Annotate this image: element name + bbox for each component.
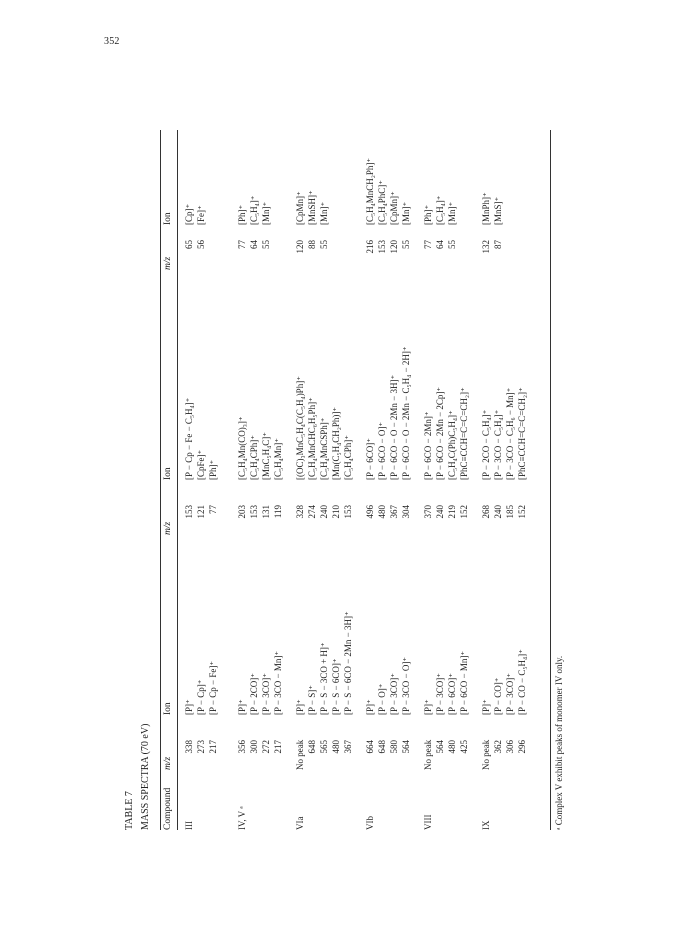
mz-value: 120 <box>389 240 399 254</box>
ion-formula: [P − S − 6CO]⁺ <box>331 658 341 715</box>
table-label: TABLE 7 <box>124 791 135 830</box>
ion-formula: [Mn(C₅H₄CH₂Ph)]⁺ <box>331 406 341 480</box>
mz-value: 304 <box>401 505 411 519</box>
mz-value: 367 <box>389 505 399 519</box>
ion-formula: [P − 6CO]⁺ <box>365 438 375 480</box>
ion-formula: [P − Cp − Fe]⁺ <box>208 660 218 715</box>
mz-value: 185 <box>505 505 515 519</box>
mz-value: 648 <box>307 740 317 754</box>
mz-value: 217 <box>273 740 283 754</box>
mz-value: 153 <box>249 505 259 519</box>
mz-value: 370 <box>423 505 433 519</box>
ion-formula: [MnC₅H₄C]⁺ <box>261 431 271 480</box>
header-ion-2: Ion <box>163 467 173 480</box>
ion-formula: [(OC)₃MnC₅H₄C(C₅H₄)Ph]⁺ <box>295 376 305 480</box>
mz-value: 56 <box>196 240 206 249</box>
mz-value: 240 <box>435 505 445 519</box>
ion-formula: [Mn]⁺ <box>261 201 271 225</box>
mz-value: 131 <box>261 505 271 519</box>
ion-formula: [P − 3CO]⁺ <box>505 673 515 715</box>
mz-value: 272 <box>261 740 271 754</box>
ion-formula: [PhC≡CCH=C=C=CH₂]⁺ <box>517 387 527 480</box>
ion-formula: [Ph]⁺ <box>237 204 247 225</box>
mz-value: 55 <box>401 240 411 249</box>
ion-formula: [P − 3CO]⁺ <box>389 673 399 715</box>
mz-value: 219 <box>447 505 457 519</box>
ion-formula: [P − 3CO]⁺ <box>261 673 271 715</box>
ion-formula: [P − 6CO − O − 2Mn − 3H]⁺ <box>389 374 399 480</box>
ion-formula: [P − 3CO − Mn]⁺ <box>273 650 283 715</box>
table-footnote: ᵃ Complex V exhibit peaks of monomer IV only. <box>554 655 564 830</box>
ion-formula: [P − S − 6CO − 2Mn − 3H]⁺ <box>343 611 353 715</box>
mz-value: 120 <box>295 240 305 254</box>
mz-value: 648 <box>377 740 387 754</box>
ion-formula: [P]⁺ <box>295 699 305 715</box>
ion-formula: [P − 3CO − O]⁺ <box>401 656 411 715</box>
mz-value: 564 <box>401 740 411 754</box>
mz-value: No peak <box>481 739 491 770</box>
ion-formula: [P − 6CO − 2Mn]⁺ <box>423 411 433 480</box>
compound-label: VIb <box>365 816 375 830</box>
mz-value: 564 <box>435 740 445 754</box>
ion-formula: [CpMn]⁺ <box>389 191 399 225</box>
mz-value: 580 <box>389 740 399 754</box>
mz-value: 240 <box>493 505 503 519</box>
mz-value: 425 <box>459 740 469 754</box>
header-mz-2: m/z <box>163 521 173 535</box>
ion-formula: [Fe]⁺ <box>196 205 206 225</box>
compound-label: III <box>184 821 194 830</box>
compound-label: IX <box>481 820 491 830</box>
ion-formula: [C₅H₄MnCHC₆H₅Ph]⁺ <box>307 397 317 480</box>
mz-value: 121 <box>196 505 206 519</box>
mz-value: 132 <box>481 240 491 254</box>
mz-value: 203 <box>237 505 247 519</box>
ion-formula: [PhC≡CCH=C=C=CH₂]⁺ <box>459 387 469 480</box>
ion-formula: [P − 3CO − C₅H₄]⁺ <box>493 409 503 480</box>
ion-formula: [P]⁺ <box>184 699 194 715</box>
ion-formula: [C₅H₄PhC]⁺ <box>377 179 387 225</box>
ion-formula: [Mn]⁺ <box>447 201 457 225</box>
header-compound: Compound <box>163 787 173 830</box>
mz-value: No peak <box>295 739 305 770</box>
mz-value: 64 <box>249 240 259 249</box>
compound-label: VIII <box>423 814 433 830</box>
mz-value: 480 <box>331 740 341 754</box>
ion-formula: [C₅H₄Mn(CO)₃]⁺ <box>237 416 247 480</box>
mz-value: 367 <box>343 740 353 754</box>
ion-formula: [CpMn]⁺ <box>295 191 305 225</box>
ion-formula: [P − 6CO]⁺ <box>447 673 457 715</box>
ion-formula: [P]⁺ <box>365 699 375 715</box>
table-header-rule <box>177 130 178 830</box>
ion-formula: [Cp]⁺ <box>184 203 194 225</box>
mz-value: 362 <box>493 740 503 754</box>
ion-formula: [P − 2CO − C₅H₄]⁺ <box>481 409 491 480</box>
page-number: 352 <box>104 36 120 47</box>
mz-value: 274 <box>307 505 317 519</box>
ion-formula: [P − 6CO − 2Mn − 2Cp]⁺ <box>435 386 445 480</box>
compound-label: VIa <box>295 816 305 830</box>
mz-value: 152 <box>459 505 469 519</box>
mz-value: 480 <box>447 740 457 754</box>
ion-formula: [Mn]⁺ <box>401 201 411 225</box>
ion-formula: [P]⁺ <box>481 699 491 715</box>
ion-formula: [C₅H₄Mn]⁺ <box>273 437 283 480</box>
mz-value: 87 <box>493 240 503 249</box>
mz-value: 328 <box>295 505 305 519</box>
ion-formula: [P − 6CO − O − 2Mn − C₅H₄ − 2H]⁺ <box>401 346 411 480</box>
ion-formula: [P − 6CO − O]⁺ <box>377 421 387 480</box>
mz-value: 65 <box>184 240 194 249</box>
ion-formula: [Ph]⁺ <box>208 459 218 480</box>
ion-formula: [Mn]⁺ <box>319 201 329 225</box>
mz-value: 55 <box>261 240 271 249</box>
header-ion-1: Ion <box>163 702 173 715</box>
mz-value: No peak <box>423 739 433 770</box>
ion-formula: [P]⁺ <box>423 699 433 715</box>
ion-formula: [P − 2CO]⁺ <box>249 673 259 715</box>
mz-value: 273 <box>196 740 206 754</box>
ion-formula: [Ph]⁺ <box>423 204 433 225</box>
ion-formula: [MnPh]⁺ <box>481 192 491 225</box>
mz-value: 300 <box>249 740 259 754</box>
mz-value: 55 <box>319 240 329 249</box>
mz-value: 338 <box>184 740 194 754</box>
ion-formula: [C₅H₄]⁺ <box>435 195 445 225</box>
header-mz-3: m/z <box>163 256 173 270</box>
ion-formula: [C₅H₄]⁺ <box>249 195 259 225</box>
table-bottom-rule <box>550 130 551 830</box>
mz-value: 306 <box>505 740 515 754</box>
ion-formula: [P − Cp]⁺ <box>196 679 206 715</box>
ion-formula: [P − 6CO − Mn]⁺ <box>459 650 469 715</box>
ion-formula: [C₅H₄CPh]⁺ <box>343 434 353 480</box>
header-ion-3: Ion <box>163 212 173 225</box>
mz-value: 217 <box>208 740 218 754</box>
header-mz-1: m/z <box>163 756 173 770</box>
mz-value: 565 <box>319 740 329 754</box>
ion-formula: [P − Cp − Fe − C₅H₄]⁺ <box>184 397 194 480</box>
ion-formula: [P − 3CO]⁺ <box>435 673 445 715</box>
mz-value: 55 <box>447 240 457 249</box>
mz-value: 88 <box>307 240 317 249</box>
compound-label: IV, V ᵃ <box>237 806 247 830</box>
mz-value: 268 <box>481 505 491 519</box>
mz-value: 77 <box>237 240 247 249</box>
ion-formula: [C₅H₄MnCSPh]⁺ <box>319 417 329 480</box>
ion-formula: [C₅H₄MnCH₂Ph]⁺ <box>365 157 375 225</box>
mz-value: 480 <box>377 505 387 519</box>
rotated-table <box>118 50 564 830</box>
mz-value: 153 <box>343 505 353 519</box>
ion-formula: [MnSH]⁺ <box>307 190 317 225</box>
ion-formula: [P − S]⁺ <box>307 685 317 715</box>
ion-formula: [P − 3CO − C₅H₆ − Mn]⁺ <box>505 387 515 480</box>
ion-formula: [P − O]⁺ <box>377 683 387 715</box>
mz-value: 153 <box>377 240 387 254</box>
mz-value: 153 <box>184 505 194 519</box>
mz-value: 240 <box>319 505 329 519</box>
ion-formula: [P − CO]⁺ <box>493 677 503 715</box>
ion-formula: [MnS]⁺ <box>493 196 503 225</box>
ion-formula: [P − CO − C₅H₄]⁺ <box>517 649 527 715</box>
mz-value: 356 <box>237 740 247 754</box>
table-title: MASS SPECTRA (70 eV) <box>140 723 151 830</box>
mz-value: 216 <box>365 240 375 254</box>
mz-value: 64 <box>435 240 445 249</box>
ion-formula: [P]⁺ <box>237 699 247 715</box>
ion-formula: [C₅H₄C(Ph)C₅H₄]⁺ <box>447 410 457 480</box>
mz-value: 296 <box>517 740 527 754</box>
mz-value: 664 <box>365 740 375 754</box>
ion-formula: [P − S − 3CO + H]⁺ <box>319 642 329 715</box>
mz-value: 210 <box>331 505 341 519</box>
ion-formula: [CpFe]⁺ <box>196 449 206 480</box>
table-top-rule <box>160 130 161 830</box>
mz-value: 77 <box>208 505 218 514</box>
mz-value: 119 <box>273 505 283 519</box>
mz-value: 77 <box>423 240 433 249</box>
ion-formula: [C₅H₄CPh]⁺ <box>249 434 259 480</box>
mz-value: 152 <box>517 505 527 519</box>
mz-value: 496 <box>365 505 375 519</box>
